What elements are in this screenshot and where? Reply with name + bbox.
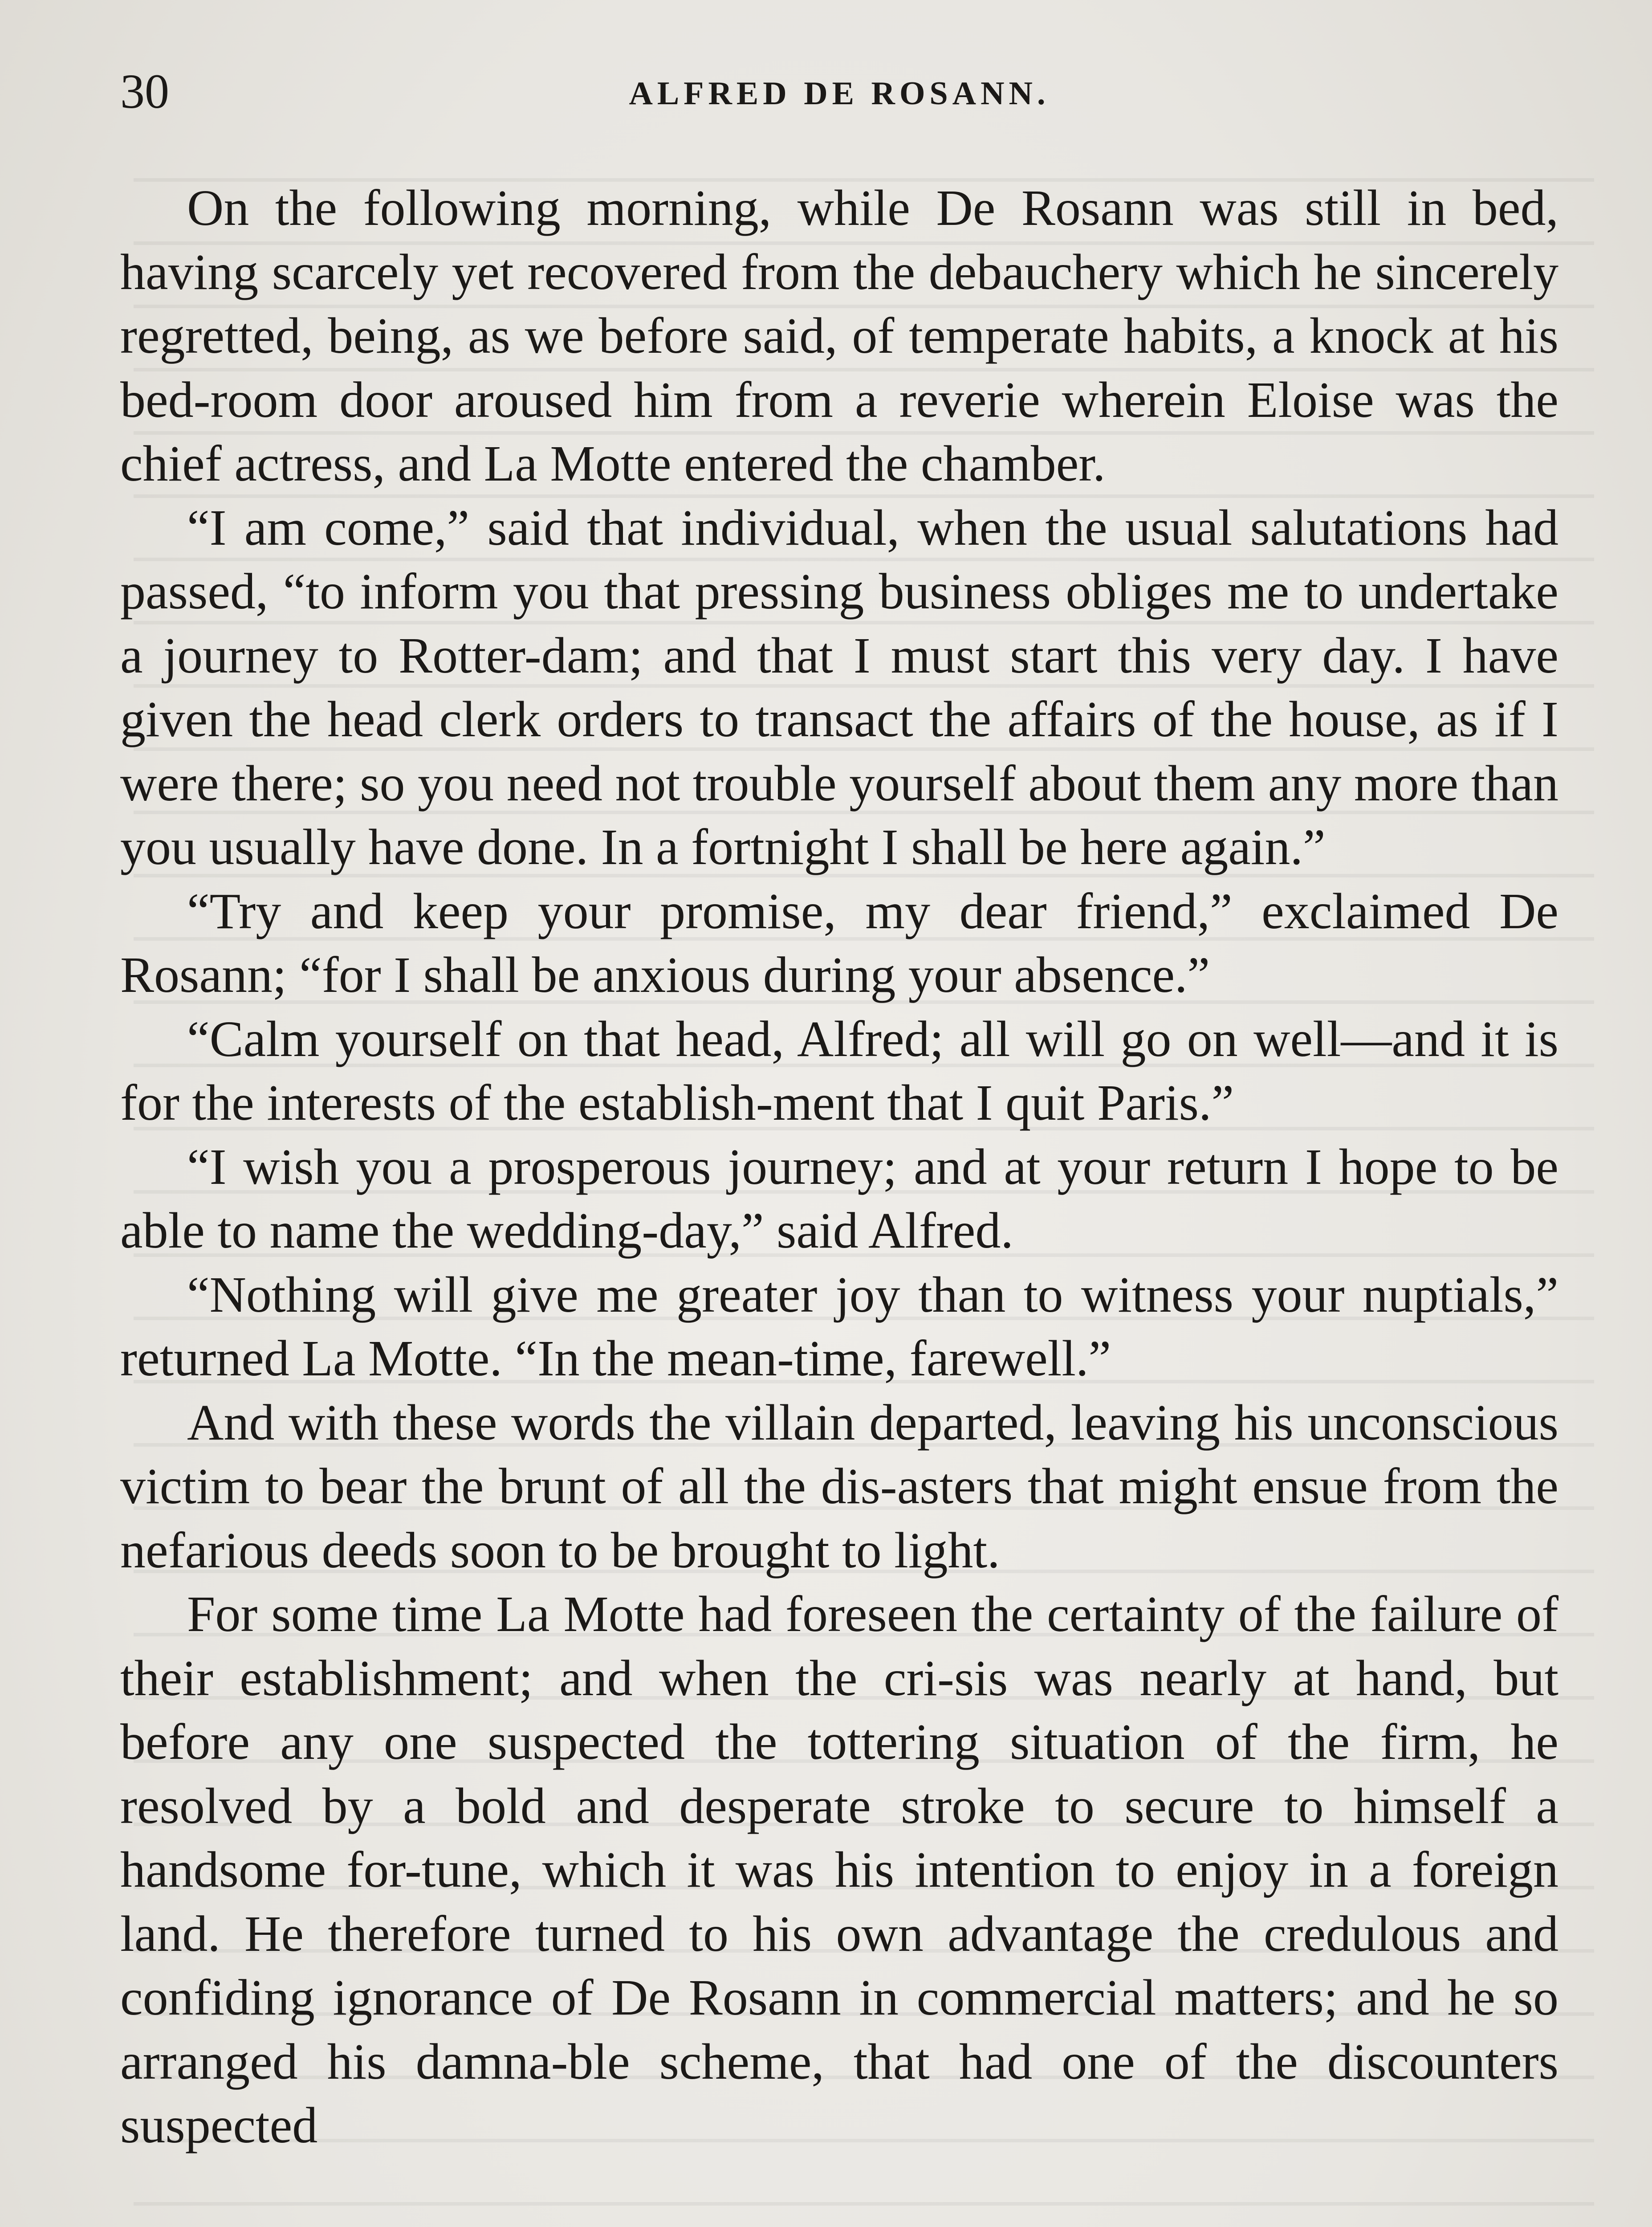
- page-header: [120, 49, 1558, 129]
- paragraph: “Nothing will give me greater joy than to witness your nuptials,” returned La Motte. “In the mean-time, farewell.”: [120, 1266, 1558, 1387]
- running-head: ALFRED DE ROSANN.: [629, 75, 1050, 112]
- paragraph: On the following morning, while De Rosann was still in bed, having scarcely yet recovered from the debauchery which he sincerely regretted, being, as we before said, of temperate habits, a knock at his bed-room door aroused him from a reverie wherein Eloise was the chief actress, and La Motte entered the chamber.: [120, 179, 1558, 492]
- paragraph: For some time La Motte had foreseen the certainty of the failure of their establishment; and when the cri-sis was nearly at hand, but before any one suspected the tottering situation of the firm, he resolved by a bold and desperate stroke to secure to himself a handsome for-tune, which it was his intention to enjoy in a foreign land. He therefore turned to his own advantage the credulous and confiding ignorance of De Rosann in commercial matters; and he so arranged his damna-ble scheme, that had one of the discounters suspected: [120, 1586, 1558, 2154]
- paragraph: “Try and keep your promise, my dear friend,” exclaimed De Rosann; “for I shall be anxious during your absence.”: [120, 882, 1558, 1003]
- page-number: 30: [120, 64, 169, 118]
- paragraph: “I wish you a prosperous journey; and at your return I hope to be able to name the wedding-day,” said Alfred.: [120, 1138, 1558, 1259]
- paragraph: “Calm yourself on that head, Alfred; all will go on well—and it is for the interests of the establish-ment that I quit Paris.”: [120, 1010, 1558, 1131]
- paragraph: “I am come,” said that individual, when the usual salutations had passed, “to inform you that pressing business obliges me to undertake a journey to Rotter-dam; and that I must start this very day. I have given the head clerk orders to transact the affairs of the house, as if I were there; so you need not trouble yourself about them any more than you usually have done. In a fortnight I shall be here again.”: [120, 499, 1558, 875]
- paragraph: And with these words the villain departed, leaving his unconscious victim to bear the brunt of all the dis-asters that might ensue from the nefarious deeds soon to be brought to light.: [120, 1394, 1558, 1578]
- body-text: [120, 176, 1558, 2158]
